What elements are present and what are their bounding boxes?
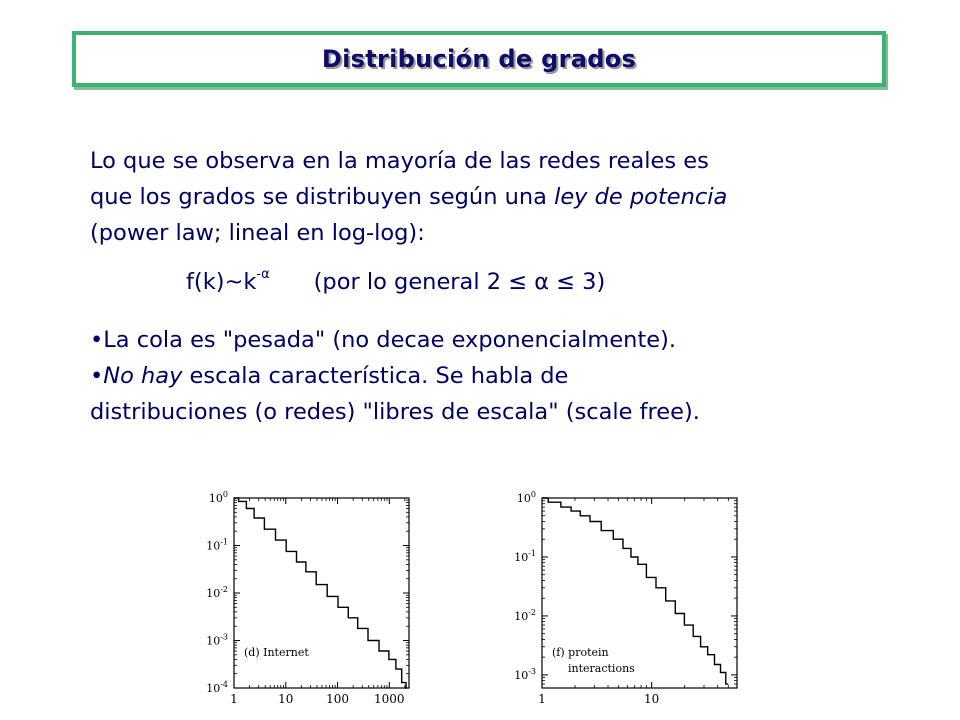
internet-x-tick-label: 1000 bbox=[374, 692, 405, 706]
formula-exponent: -α bbox=[256, 267, 270, 282]
internet-y-tick-label: $10^{-4}$ bbox=[206, 680, 228, 695]
paragraph-line-2b: ley de potencia bbox=[554, 184, 728, 210]
internet-series-line bbox=[234, 498, 407, 688]
bullet-2-text: escala característica. Se habla de bbox=[182, 363, 569, 389]
bullet-1: •La cola es "pesada" (no decae exponencialmente). bbox=[90, 327, 677, 353]
bullet-2-marker: • bbox=[90, 363, 104, 389]
paragraph bbox=[90, 143, 930, 251]
internet-y-tick-label: $10^{-3}$ bbox=[206, 632, 228, 648]
chart-protein-svg bbox=[508, 488, 748, 710]
protein-x-tick-label: 10 bbox=[644, 692, 660, 706]
bullet-2-line-2: distribuciones (o redes) "libres de escala" (scale free). bbox=[90, 399, 700, 425]
paragraph-line-2a: que los grados se distribuyen según una bbox=[90, 184, 555, 210]
paragraph-line-3: (power law; lineal en log-log): bbox=[90, 220, 425, 246]
internet-x-tick-label: 10 bbox=[278, 692, 294, 706]
formula-note: (por lo general 2 ≤ α ≤ 3) bbox=[313, 269, 606, 295]
bullet-list bbox=[90, 322, 930, 430]
internet-x-tick-label: 1 bbox=[230, 692, 238, 706]
chart-internet-svg bbox=[196, 488, 416, 710]
internet-annotation: (d) Internet bbox=[244, 646, 309, 659]
protein-y-tick-label: $10^{-1}$ bbox=[514, 548, 536, 564]
internet-x-tick-label: 100 bbox=[326, 692, 349, 706]
slide-title: Distribución de grados bbox=[321, 45, 637, 73]
protein-frame bbox=[542, 498, 737, 688]
title-box bbox=[72, 31, 886, 87]
internet-y-tick-label: $10^0$ bbox=[208, 490, 228, 505]
chart-protein bbox=[508, 488, 748, 714]
formula-main: f(k)~k bbox=[186, 269, 257, 295]
chart-internet bbox=[196, 488, 416, 714]
slide-body bbox=[90, 143, 930, 430]
formula-line bbox=[186, 264, 930, 304]
internet-frame bbox=[234, 498, 409, 688]
internet-y-tick-label: $10^{-1}$ bbox=[206, 537, 228, 553]
protein-y-tick-label: $10^0$ bbox=[516, 490, 536, 505]
paragraph-line-1: Lo que se observa en la mayoría de las redes reales es bbox=[90, 148, 709, 174]
protein-y-tick-label: $10^{-2}$ bbox=[514, 607, 536, 623]
bullet-2-emphasis: No hay bbox=[103, 363, 183, 389]
protein-annotation: (f) protein bbox=[552, 646, 609, 659]
protein-x-tick-label: 1 bbox=[538, 692, 546, 706]
protein-y-tick-label: $10^{-3}$ bbox=[514, 666, 536, 682]
protein-annotation: interactions bbox=[568, 662, 635, 675]
internet-y-tick-label: $10^{-2}$ bbox=[206, 585, 228, 600]
